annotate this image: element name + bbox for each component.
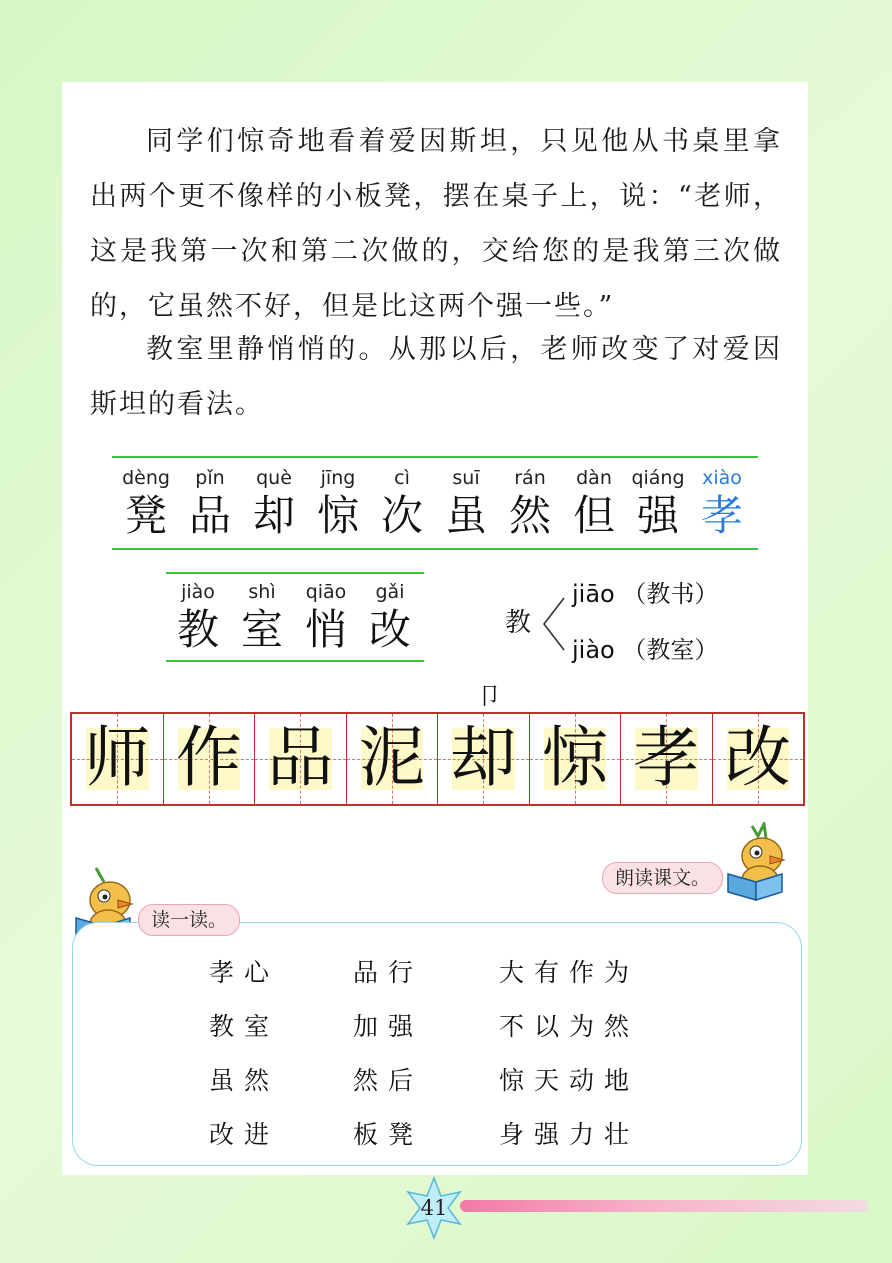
hanzi-char: 凳: [124, 491, 167, 540]
recognize-char-cell: [178, 466, 242, 542]
writing-char: 却: [450, 719, 517, 796]
recognize-char-cell: [114, 466, 178, 542]
writing-grid-cell: [164, 714, 256, 804]
hanzi-char: 品: [188, 491, 231, 540]
paren-close: ）: [694, 580, 719, 608]
vocab-word: 教室: [209, 1012, 280, 1041]
page-footer-bar: [460, 1200, 868, 1212]
pinyin-label: què: [256, 467, 292, 489]
polyphone-char: 教: [505, 608, 532, 638]
writing-grid-cell: [255, 714, 347, 804]
pinyin-label: pǐn: [195, 467, 225, 489]
pinyin-label: qiáng: [631, 467, 685, 489]
recognize-char-cell: [358, 580, 422, 656]
vocab-word: 孝心: [209, 958, 280, 987]
recognize-char-cell: [166, 580, 230, 656]
read-read-text: 读一读。: [151, 909, 228, 931]
polyphone-reading-2-pinyin: jiào: [572, 636, 615, 664]
recognize-char-cell: [242, 466, 306, 542]
stroke-hint: 卩: [477, 682, 501, 710]
pinyin-label: jiào: [181, 581, 215, 603]
vocab-word: 大有作为: [499, 958, 640, 987]
pinyin-label: suī: [452, 467, 480, 489]
paren-open: （: [622, 580, 647, 608]
polyphone-reading-2-word: 教室: [646, 636, 695, 664]
recognize-char-cell: [294, 580, 358, 656]
writing-char: 师: [84, 719, 151, 796]
story-paragraph-1: [90, 114, 782, 334]
vocab-word: 加强: [353, 1012, 424, 1041]
green-rule-top-2: [166, 572, 424, 574]
pinyin-label: qiāo: [305, 581, 347, 603]
vocab-word: 不以为然: [499, 1012, 640, 1041]
hanzi-char: 惊: [316, 491, 359, 540]
polyphone-reading-1: [572, 574, 718, 609]
pinyin-label: shì: [248, 581, 276, 603]
read-read-label: [138, 904, 240, 936]
vocab-word: 身强力壮: [499, 1120, 640, 1149]
writing-char: 作: [175, 719, 242, 796]
hanzi-char: 室: [240, 605, 283, 654]
hanzi-char: 但: [572, 491, 615, 540]
hanzi-char: 却: [252, 491, 295, 540]
writing-char: 泥: [358, 719, 425, 796]
writing-grid-cell: [347, 714, 439, 804]
recognize-char-cell: [562, 466, 626, 542]
green-rule-bottom: [112, 548, 758, 550]
recognize-chars-row-1: [114, 466, 754, 542]
read-aloud-label: [602, 862, 723, 894]
read-read-box: [72, 922, 802, 1166]
read-aloud-text: 朗读课文。: [615, 867, 711, 889]
vocab-word: 板凳: [353, 1120, 424, 1149]
writing-char: 品: [267, 719, 334, 796]
writing-grid-cell: [713, 714, 804, 804]
story-paragraph-2-text: 教室里静悄悄的。从那以后，老师改变了对爱因斯坦的看法。: [90, 334, 782, 420]
polyphone-reading-2: [572, 630, 718, 665]
vocab-word: 然后: [353, 1066, 424, 1095]
pinyin-label: cì: [394, 467, 410, 489]
pinyin-label: gǎi: [375, 581, 405, 603]
hanzi-char: 悄: [304, 605, 347, 654]
recognize-char-cell: [498, 466, 562, 542]
green-rule-bottom-2: [166, 660, 424, 662]
pinyin-label: rán: [514, 467, 546, 489]
green-rule-top: [112, 456, 758, 458]
page-number-badge: [402, 1176, 466, 1240]
writing-grid-cell: [438, 714, 530, 804]
writing-grid-cell: [72, 714, 164, 804]
hanzi-char: 次: [380, 491, 423, 540]
vocab-word: 改进: [209, 1120, 280, 1149]
writing-grid: [70, 712, 805, 806]
polyphone-reading-1-word: 教书: [646, 580, 695, 608]
hanzi-char: 教: [176, 605, 219, 654]
story-paragraph-1-text: 同学们惊奇地看着爱因斯坦，只见他从书桌里拿出两个更不像样的小板凳，摆在桌子上，说：“老师，这是我第一次和第二次做的，交给您的是我第三次做的，它虽然不好，但是比这两个强一些。”: [90, 126, 782, 322]
recognize-char-cell: [626, 466, 690, 542]
recognize-char-cell: [434, 466, 498, 542]
pinyin-label: dèng: [122, 467, 170, 489]
writing-grid-cell: [621, 714, 713, 804]
recognize-chars-row-2: [166, 580, 422, 656]
writing-char: 孝: [633, 719, 700, 796]
vocab-word: 虽然: [209, 1066, 280, 1095]
bird-reading-book-icon: [722, 822, 792, 902]
writing-char: 惊: [541, 719, 608, 796]
vocab-word: 品行: [353, 958, 424, 987]
recognize-char-cell: [690, 466, 754, 542]
page-number: 41: [420, 1196, 448, 1220]
recognize-char-cell: [370, 466, 434, 542]
writing-char: 改: [724, 719, 791, 796]
recognize-char-cell: [230, 580, 294, 656]
pinyin-label: jīng: [320, 467, 356, 489]
paren-close: ）: [694, 636, 719, 664]
recognize-char-cell: [306, 466, 370, 542]
hanzi-char: 虽: [444, 491, 487, 540]
vocab-word: 惊天动地: [499, 1066, 640, 1095]
story-paragraph-2: [90, 322, 782, 432]
hanzi-char: 改: [368, 605, 411, 654]
hanzi-char: 强: [636, 491, 679, 540]
paren-open: （: [622, 636, 647, 664]
hanzi-char: 孝: [700, 491, 743, 540]
pinyin-label: xiào: [702, 467, 742, 489]
polyphone-bracket: [540, 594, 568, 654]
pinyin-label: dàn: [576, 467, 612, 489]
polyphone-reading-1-pinyin: jiāo: [572, 580, 615, 608]
hanzi-char: 然: [508, 491, 551, 540]
writing-grid-cell: [530, 714, 622, 804]
